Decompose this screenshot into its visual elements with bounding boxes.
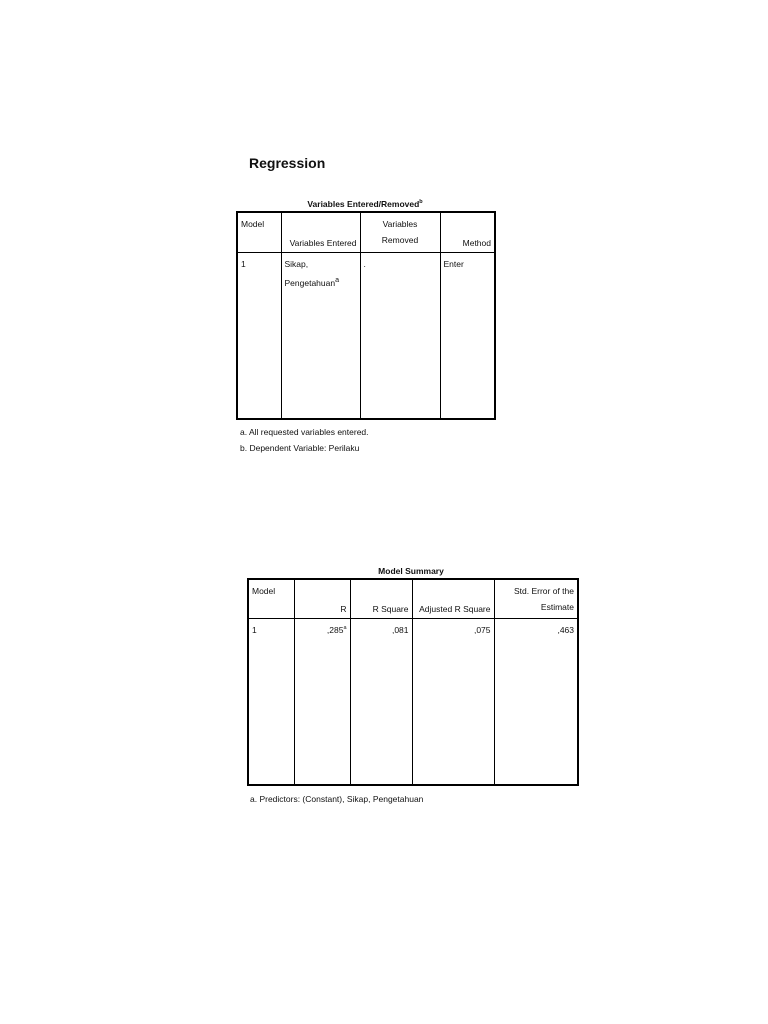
table2-cell-adj-r-square: ,075: [412, 618, 494, 785]
model-summary-table: [247, 578, 579, 786]
table1-header-entered: Variables Entered: [281, 212, 360, 252]
table1-caption: [307, 199, 422, 209]
table2-footnote-a: a. Predictors: (Constant), Sikap, Pengetahuan: [250, 794, 424, 804]
table2-header-std-error: [494, 579, 578, 618]
table1-header-method: Method: [440, 212, 495, 252]
table2-header-row: [248, 579, 578, 618]
table1-caption-text: Variables Entered/Removed: [307, 199, 420, 209]
table1-header-removed-line1: Variables: [382, 219, 418, 229]
table2-cell-model: 1: [248, 618, 294, 785]
table2-row: [248, 618, 578, 785]
table1-header-removed-line2: Removed: [381, 235, 419, 245]
table2-header-std-error-line1: Std. Error of the: [514, 586, 574, 596]
table1-cell-entered-line2: Pengetahuan: [284, 277, 336, 288]
table2-cell-r-sup: a: [343, 624, 347, 631]
table1-row: [237, 252, 495, 419]
table2-header-std-error-line2: Estimate: [540, 602, 574, 612]
table2-header-adj-r-square: Adjusted R Square: [412, 579, 494, 618]
section-title: Regression: [249, 155, 326, 171]
table1-cell-entered-sup: a: [335, 275, 340, 284]
table1-cell-method: Enter: [440, 252, 495, 419]
table1-header-removed: [360, 212, 440, 252]
table2-header-r: R: [294, 579, 350, 618]
variables-entered-removed-table: [236, 211, 496, 420]
table2-cell-r-value: ,285: [326, 624, 344, 635]
table1-caption-sup: b: [419, 199, 423, 206]
table1-footnote-b: b. Dependent Variable: Perilaku: [240, 443, 360, 453]
table1-cell-entered: [281, 252, 360, 419]
table1-cell-entered-line1: Sikap,: [284, 258, 309, 269]
table1-cell-model: 1: [237, 252, 281, 419]
table2-cell-r: [294, 618, 350, 785]
table2-cell-std-error: ,463: [494, 618, 578, 785]
table2-cell-r-square: ,081: [350, 618, 412, 785]
table1-header-row: [237, 212, 495, 252]
table1-header-model: Model: [237, 212, 281, 252]
table2-caption: Model Summary: [378, 566, 444, 576]
table1-cell-removed: .: [360, 252, 440, 419]
table2-header-r-square: R Square: [350, 579, 412, 618]
table2-header-model: Model: [248, 579, 294, 618]
table1-footnote-a: a. All requested variables entered.: [240, 427, 369, 437]
